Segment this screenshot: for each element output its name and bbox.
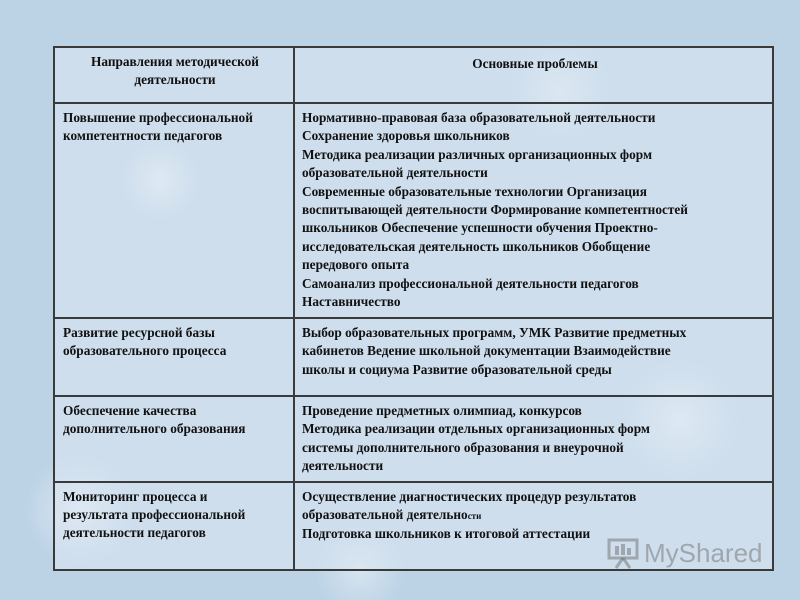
row-3-problem-line: Методика реализации отдельных организационных форм xyxy=(302,421,650,437)
row-3-problems xyxy=(294,396,773,482)
row-4-direction-line: деятельности педагогов xyxy=(63,525,206,541)
row-2-direction-line: образовательного процесса xyxy=(63,343,227,359)
table-header-row xyxy=(54,47,773,103)
row-2-problem-line: Выбор образовательных программ, УМК Развитие предметных xyxy=(302,325,687,340)
watermark-text: MyShared xyxy=(644,537,763,568)
row-2-problem-line: школы и социума Развитие образовательной среды xyxy=(302,361,612,377)
header-directions-line-2: деятельности xyxy=(134,72,216,88)
row-4-direction xyxy=(54,482,294,570)
header-directions xyxy=(54,47,294,103)
row-1-direction-line: компетентности педагогов xyxy=(63,128,223,144)
row-1-problem-line: Методика реализации различных организационных форм xyxy=(302,146,653,162)
row-3-problem-line: Проведение предметных олимпиад, конкурсов xyxy=(302,403,582,418)
row-4-direction-line: Мониторинг процесса и xyxy=(63,488,208,504)
row-1-problem-line: Самоанализ профессиональной деятельности педагогов xyxy=(302,275,639,291)
methodology-table xyxy=(53,46,774,571)
row-1-problem-line: Нормативно-правовая база образовательной деятельности xyxy=(302,110,656,125)
row-1-problem-line: Современные образовательные технологии Организация xyxy=(302,183,647,199)
row-1-problem-line: передового опыта xyxy=(302,257,410,273)
row-4-direction-line: результата профессиональной xyxy=(63,507,246,523)
row-4-problem-line: Осуществление диагностических процедур результатов xyxy=(302,488,637,504)
row-1-problem-line: воспитывающей деятельности Формирование компетентностей xyxy=(302,202,688,218)
table-row xyxy=(54,396,773,482)
row-2-problems xyxy=(294,318,773,396)
row-2-direction-line: Развитие ресурсной базы xyxy=(63,325,215,340)
myshared-watermark xyxy=(606,536,763,570)
table-row xyxy=(54,318,773,396)
row-1-problem-line: Наставничество xyxy=(302,294,401,310)
row-1-problem-line: образовательной деятельности xyxy=(302,165,488,181)
row-1-problem-line: Сохранение здоровья школьников xyxy=(302,128,510,144)
header-directions-line-1: Направления методической xyxy=(91,54,259,69)
table-row xyxy=(54,103,773,318)
row-4-problem-line: Подготовка школьников к итоговой аттестации xyxy=(302,526,591,542)
row-3-direction-line: дополнительного образования xyxy=(63,421,246,437)
header-problems: Основные проблемы xyxy=(294,47,773,103)
row-4-problem-small-text: сти xyxy=(467,511,482,522)
row-1-problem-line: исследовательская деятельность школьников Обобщение xyxy=(302,238,651,254)
presentation-board-icon xyxy=(606,536,640,570)
row-1-direction xyxy=(54,103,294,318)
row-1-problem-line: школьников Обеспечение успешности обучения Проектно- xyxy=(302,220,658,236)
row-3-problem-line: деятельности xyxy=(302,458,384,474)
row-4-problem-line xyxy=(302,506,768,525)
row-3-direction xyxy=(54,396,294,482)
row-1-problems xyxy=(294,103,773,318)
row-3-problem-line: системы дополнительного образования и внеурочной xyxy=(302,439,624,455)
row-2-direction xyxy=(54,318,294,396)
row-4-problem-text: образовательной деятельно xyxy=(302,507,468,523)
row-2-problem-line: кабинетов Ведение школьной документации Взаимодействие xyxy=(302,343,671,359)
row-1-direction-line: Повышение профессиональной xyxy=(63,110,253,125)
row-3-direction-line: Обеспечение качества xyxy=(63,403,197,418)
